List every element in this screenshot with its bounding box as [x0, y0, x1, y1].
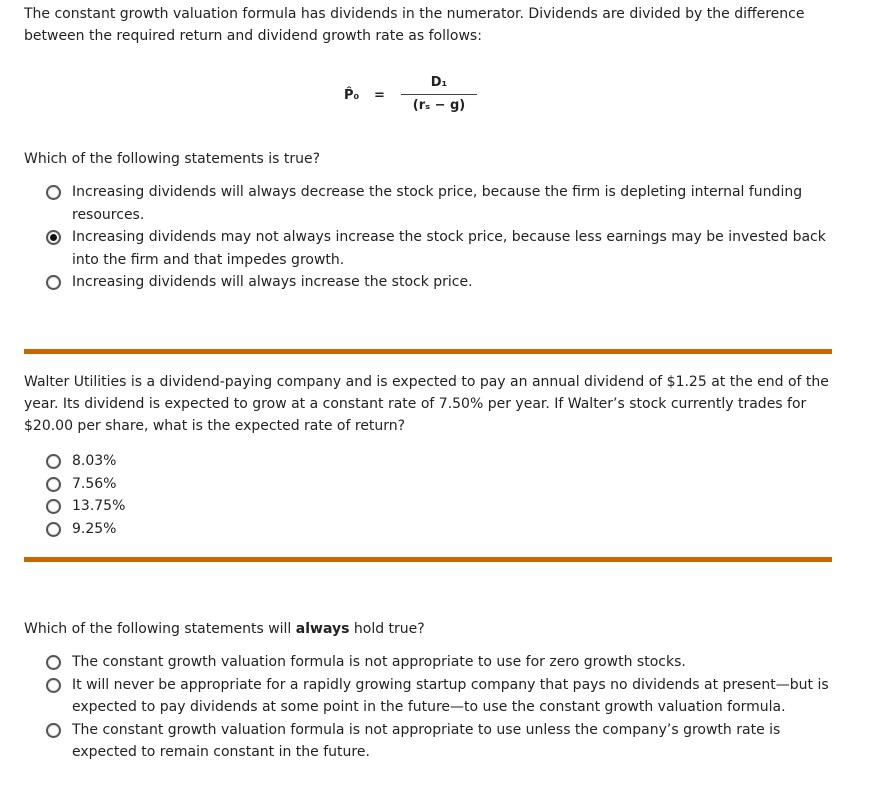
section2-option-4[interactable] — [46, 518, 836, 541]
formula-fraction — [399, 72, 479, 117]
option-label: 7.56% — [72, 475, 117, 492]
section2-question: Walter Utilities is a dividend-paying company and is expected to pay an annual dividend of $1.25 at the end of the year. Its dividend is expected to grow at a constant rate of 7.50% per year. If Walter’s stock currently trades for $20.00 per share, what is the expected rate of return? — [24, 374, 829, 434]
option-label: The constant growth valuation formula is not appropriate to use for zero growth stocks. — [72, 654, 686, 670]
section2-option-3[interactable] — [46, 495, 836, 518]
radio-button[interactable] — [46, 655, 61, 670]
valuation-formula — [344, 72, 494, 122]
radio-button[interactable] — [46, 477, 61, 492]
section3-options — [46, 651, 836, 764]
option-label: Increasing dividends will always increase the stock price. — [72, 274, 473, 290]
option-label: Increasing dividends will always decrease the stock price, because the firm is depleting internal funding resources. — [72, 184, 803, 223]
section3-option-3[interactable] — [46, 719, 836, 764]
section3-question — [24, 618, 832, 640]
radio-button[interactable] — [46, 723, 61, 738]
section-divider — [24, 349, 832, 354]
section1-option-2[interactable] — [46, 226, 836, 271]
formula-price: P̂₀ — [344, 88, 360, 103]
option-label: 9.25% — [72, 520, 117, 537]
section-divider — [24, 557, 832, 562]
section2-options — [46, 450, 836, 540]
question-prefix: Which of the following statements will — [24, 621, 296, 637]
formula-denominator: (rₛ − g) — [412, 98, 466, 113]
formula-numerator: D₁ — [430, 75, 448, 90]
option-label: 8.03% — [72, 453, 117, 469]
option-label: The constant growth valuation formula is not appropriate to use unless the company’s growth rate is expected to remain constant in the future. — [72, 721, 781, 760]
section1-options — [46, 181, 836, 294]
section1-question: Which of the following statements is true? — [24, 151, 321, 167]
section2-option-1[interactable] — [46, 450, 836, 473]
section2-option-2[interactable] — [46, 473, 836, 496]
section1-intro: The constant growth valuation formula has dividends in the numerator. Dividends are divided by the difference between the required return and dividend growth rate as follows: — [24, 6, 805, 44]
option-label: Increasing dividends may not always increase the stock price, because less earnings may be invested back into the firm and that impedes growth. — [72, 229, 826, 268]
question-emphasis: always — [295, 621, 350, 637]
section1-option-1[interactable] — [46, 181, 836, 226]
radio-button[interactable] — [46, 185, 61, 200]
radio-button[interactable] — [46, 678, 61, 693]
radio-button[interactable] — [46, 499, 61, 514]
radio-button[interactable] — [46, 454, 61, 469]
option-label: It will never be appropriate for a rapidly growing startup company that pays no dividends at present—but is expected to pay dividends at some point in the future—to use the constant growth valuation formula. — [72, 676, 829, 715]
radio-button[interactable] — [46, 522, 61, 537]
radio-button[interactable] — [46, 275, 61, 290]
question-suffix: hold true? — [349, 621, 425, 637]
section3-option-1[interactable] — [46, 651, 836, 674]
section3-option-2[interactable] — [46, 674, 836, 719]
option-label: 13.75% — [72, 498, 126, 514]
radio-button-selected[interactable] — [46, 230, 61, 245]
section1-option-3[interactable] — [46, 271, 836, 294]
formula-equals: = — [374, 88, 385, 103]
